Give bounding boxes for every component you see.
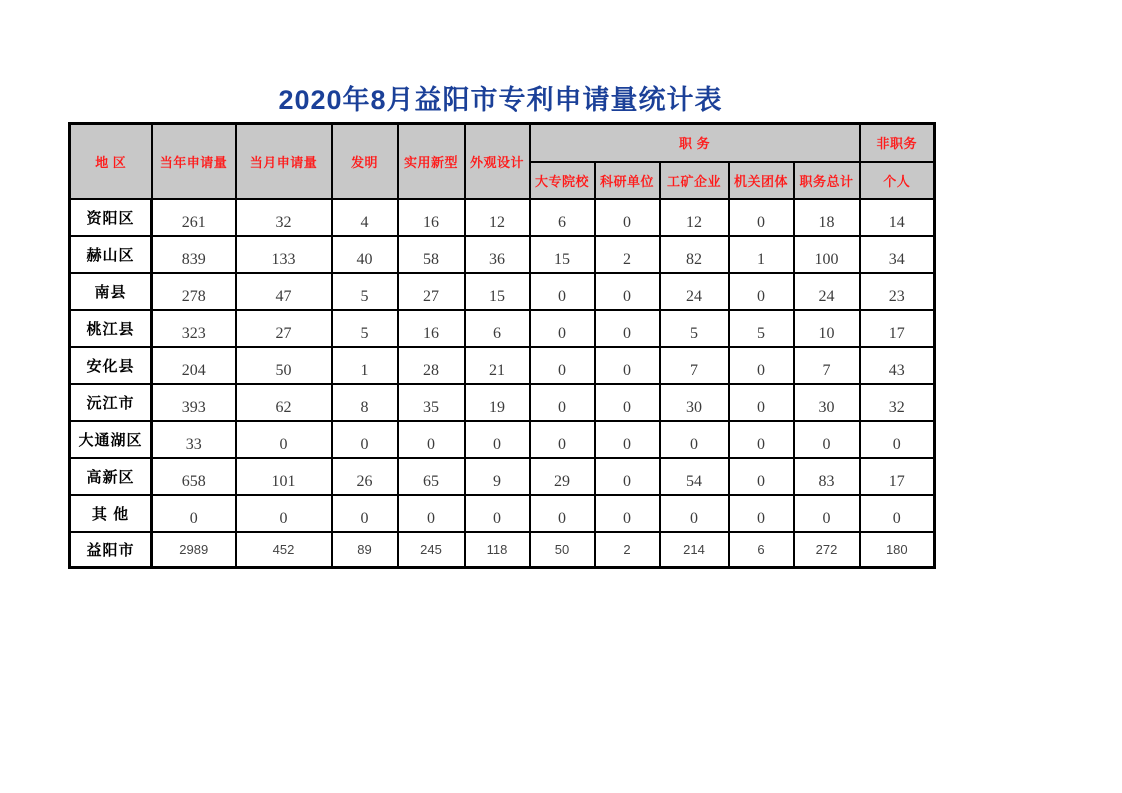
value-cell: 0 <box>530 384 595 421</box>
value-cell: 261 <box>152 199 236 236</box>
row-label: 资阳区 <box>70 199 152 236</box>
row-label: 沅江市 <box>70 384 152 421</box>
row-label: 大通湖区 <box>70 421 152 458</box>
value-cell: 43 <box>860 347 935 384</box>
value-cell: 24 <box>794 273 860 310</box>
value-cell: 14 <box>860 199 935 236</box>
value-cell: 30 <box>660 384 729 421</box>
col-header-invention: 发明 <box>332 124 398 199</box>
value-cell: 30 <box>794 384 860 421</box>
value-cell: 54 <box>660 458 729 495</box>
value-cell: 5 <box>332 310 398 347</box>
col-header-service-total: 职务总计 <box>794 162 860 199</box>
value-cell: 4 <box>332 199 398 236</box>
value-cell: 0 <box>332 495 398 532</box>
table-row <box>70 495 935 532</box>
value-cell: 0 <box>398 421 465 458</box>
table-row <box>70 310 935 347</box>
value-cell: 0 <box>860 421 935 458</box>
value-cell: 29 <box>530 458 595 495</box>
value-cell: 100 <box>794 236 860 273</box>
value-cell: 0 <box>595 199 660 236</box>
value-cell: 118 <box>465 532 530 568</box>
value-cell: 10 <box>794 310 860 347</box>
value-cell: 0 <box>152 495 236 532</box>
col-header-research-unit: 科研单位 <box>595 162 660 199</box>
value-cell: 0 <box>595 458 660 495</box>
page-title: 2020年8月益阳市专利申请量统计表 <box>278 85 723 115</box>
value-cell: 0 <box>530 495 595 532</box>
value-cell: 0 <box>729 421 794 458</box>
value-cell: 0 <box>729 458 794 495</box>
col-header-design: 外观设计 <box>465 124 530 199</box>
value-cell: 0 <box>236 495 332 532</box>
table-row <box>70 236 935 273</box>
value-cell: 35 <box>398 384 465 421</box>
value-cell: 278 <box>152 273 236 310</box>
col-header-year-total: 当年申请量 <box>152 124 236 199</box>
table-body <box>70 199 935 568</box>
table-row <box>70 458 935 495</box>
value-cell: 33 <box>152 421 236 458</box>
value-cell: 82 <box>660 236 729 273</box>
value-cell: 89 <box>332 532 398 568</box>
value-cell: 17 <box>860 458 935 495</box>
value-cell: 214 <box>660 532 729 568</box>
row-label: 安化县 <box>70 347 152 384</box>
table-row <box>70 199 935 236</box>
value-cell: 40 <box>332 236 398 273</box>
value-cell: 5 <box>660 310 729 347</box>
value-cell: 0 <box>595 421 660 458</box>
value-cell: 27 <box>236 310 332 347</box>
value-cell: 1 <box>332 347 398 384</box>
row-label: 南县 <box>70 273 152 310</box>
value-cell: 6 <box>530 199 595 236</box>
value-cell: 0 <box>465 421 530 458</box>
patent-stats-table <box>68 122 936 569</box>
value-cell: 15 <box>465 273 530 310</box>
value-cell: 0 <box>530 347 595 384</box>
value-cell: 12 <box>660 199 729 236</box>
value-cell: 0 <box>794 495 860 532</box>
value-cell: 6 <box>465 310 530 347</box>
table-row <box>70 347 935 384</box>
value-cell: 0 <box>332 421 398 458</box>
value-cell: 65 <box>398 458 465 495</box>
value-cell: 393 <box>152 384 236 421</box>
value-cell: 7 <box>660 347 729 384</box>
header-row-top <box>70 124 935 162</box>
col-header-service-group: 职 务 <box>530 124 860 162</box>
value-cell: 24 <box>660 273 729 310</box>
value-cell: 2 <box>595 236 660 273</box>
value-cell: 15 <box>530 236 595 273</box>
col-header-region: 地 区 <box>70 124 152 199</box>
value-cell: 272 <box>794 532 860 568</box>
value-cell: 0 <box>729 384 794 421</box>
value-cell: 0 <box>595 273 660 310</box>
value-cell: 452 <box>236 532 332 568</box>
value-cell: 0 <box>729 199 794 236</box>
col-header-month-total: 当月申请量 <box>236 124 332 199</box>
value-cell: 0 <box>595 495 660 532</box>
value-cell: 0 <box>729 347 794 384</box>
value-cell: 0 <box>595 347 660 384</box>
row-label: 益阳市 <box>70 532 152 568</box>
value-cell: 0 <box>465 495 530 532</box>
value-cell: 16 <box>398 310 465 347</box>
value-cell: 12 <box>465 199 530 236</box>
value-cell: 180 <box>860 532 935 568</box>
value-cell: 2989 <box>152 532 236 568</box>
value-cell: 0 <box>729 273 794 310</box>
value-cell: 323 <box>152 310 236 347</box>
table-row <box>70 532 935 568</box>
value-cell: 0 <box>595 384 660 421</box>
value-cell: 19 <box>465 384 530 421</box>
value-cell: 32 <box>236 199 332 236</box>
value-cell: 0 <box>236 421 332 458</box>
row-label: 桃江县 <box>70 310 152 347</box>
table-header <box>70 124 935 199</box>
value-cell: 0 <box>794 421 860 458</box>
col-header-individual: 个人 <box>860 162 935 199</box>
row-label: 高新区 <box>70 458 152 495</box>
value-cell: 6 <box>729 532 794 568</box>
table-row <box>70 273 935 310</box>
value-cell: 245 <box>398 532 465 568</box>
value-cell: 7 <box>794 347 860 384</box>
col-header-industrial-enterprise: 工矿企业 <box>660 162 729 199</box>
row-label: 其 他 <box>70 495 152 532</box>
table-row <box>70 384 935 421</box>
value-cell: 0 <box>530 273 595 310</box>
value-cell: 5 <box>332 273 398 310</box>
value-cell: 50 <box>236 347 332 384</box>
col-header-non-service: 非职务 <box>860 124 935 162</box>
row-label: 赫山区 <box>70 236 152 273</box>
value-cell: 83 <box>794 458 860 495</box>
value-cell: 47 <box>236 273 332 310</box>
value-cell: 1 <box>729 236 794 273</box>
value-cell: 28 <box>398 347 465 384</box>
value-cell: 658 <box>152 458 236 495</box>
value-cell: 17 <box>860 310 935 347</box>
value-cell: 32 <box>860 384 935 421</box>
value-cell: 62 <box>236 384 332 421</box>
value-cell: 18 <box>794 199 860 236</box>
value-cell: 839 <box>152 236 236 273</box>
col-header-government-organ: 机关团体 <box>729 162 794 199</box>
value-cell: 0 <box>595 310 660 347</box>
value-cell: 21 <box>465 347 530 384</box>
value-cell: 26 <box>332 458 398 495</box>
value-cell: 23 <box>860 273 935 310</box>
value-cell: 0 <box>729 495 794 532</box>
value-cell: 16 <box>398 199 465 236</box>
value-cell: 9 <box>465 458 530 495</box>
value-cell: 0 <box>530 421 595 458</box>
value-cell: 0 <box>860 495 935 532</box>
value-cell: 204 <box>152 347 236 384</box>
value-cell: 101 <box>236 458 332 495</box>
value-cell: 0 <box>660 495 729 532</box>
value-cell: 27 <box>398 273 465 310</box>
value-cell: 5 <box>729 310 794 347</box>
value-cell: 36 <box>465 236 530 273</box>
title-wrap <box>68 78 933 117</box>
value-cell: 2 <box>595 532 660 568</box>
value-cell: 0 <box>398 495 465 532</box>
value-cell: 34 <box>860 236 935 273</box>
value-cell: 50 <box>530 532 595 568</box>
value-cell: 133 <box>236 236 332 273</box>
value-cell: 58 <box>398 236 465 273</box>
col-header-utility-model: 实用新型 <box>398 124 465 199</box>
value-cell: 0 <box>660 421 729 458</box>
table-row <box>70 421 935 458</box>
col-header-college: 大专院校 <box>530 162 595 199</box>
value-cell: 8 <box>332 384 398 421</box>
value-cell: 0 <box>530 310 595 347</box>
